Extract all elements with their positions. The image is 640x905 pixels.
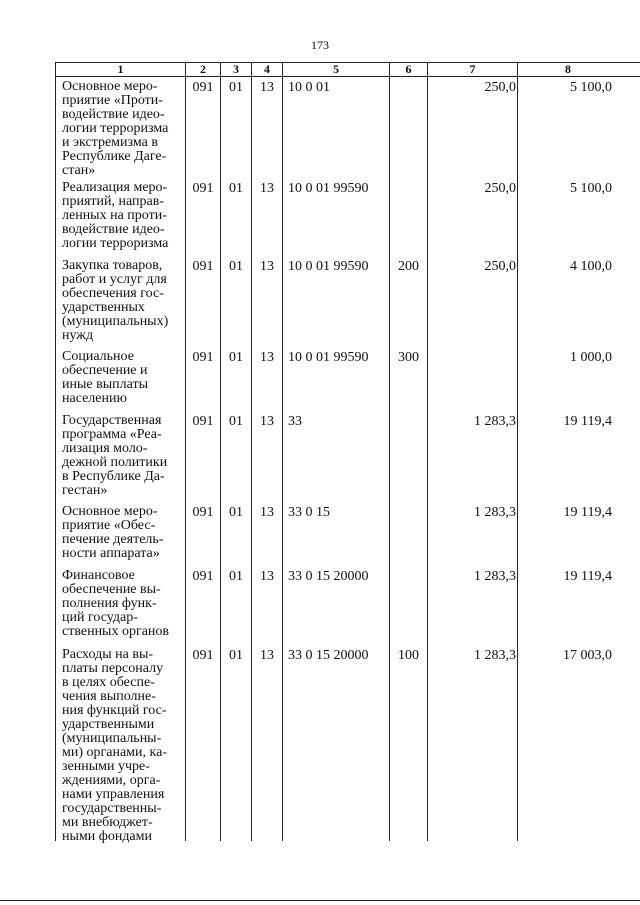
target-article: 10 0 01 99590 [288, 181, 369, 196]
amount-col8: 19 119,4 [563, 505, 612, 520]
row-name: Расходы на вы- платы персоналу в целях обеспе- чения выполне- ния функций гос- ударственными (муниципальны- ми) органами, ка- зенными учре- ждениями, орга- нами управления государственны- ми внебюджет- ными фондами [62, 647, 167, 844]
subsection-code: 13 [260, 505, 274, 520]
amount-col8: 19 119,4 [563, 414, 612, 429]
expense-type: 100 [398, 648, 419, 663]
header-cell: 5 [333, 62, 339, 76]
row-name: Основное меро- приятие «Проти- водействие идео- логии терроризма и экстремизма в Республике Даге- стан» [62, 79, 169, 178]
row-name: Закупка товаров, работ и услуг для обеспечения гос- ударственных (муниципальных) нужд [62, 258, 169, 343]
header-cell: 8 [565, 62, 571, 76]
header-cell: 2 [200, 62, 206, 76]
amount-col8: 5 100,0 [570, 181, 612, 196]
page-number: 173 [311, 38, 329, 52]
subsection-code: 13 [260, 414, 274, 429]
ministry-code: 091 [192, 569, 214, 584]
section-code: 01 [229, 80, 243, 95]
column-border [251, 62, 252, 841]
section-code: 01 [229, 505, 243, 520]
row-name: Социальное обеспечение и иные выплаты населению [62, 349, 148, 406]
amount-col8: 5 100,0 [570, 80, 612, 95]
ministry-code: 091 [192, 414, 214, 429]
row-name: Основное меро- приятие «Обес- печение деятель- ности аппарата» [62, 504, 164, 561]
amount-col7: 250,0 [484, 80, 516, 95]
ministry-code: 091 [192, 505, 214, 520]
column-border [220, 62, 221, 841]
column-border [282, 62, 283, 841]
target-article: 10 0 01 [288, 80, 330, 95]
ministry-code: 091 [192, 80, 214, 95]
subsection-code: 13 [260, 80, 274, 95]
row-name: Реализация меро- приятий, направ- ленных на проти- водействие идео- логии терроризма [62, 180, 169, 251]
ministry-code: 091 [192, 181, 214, 196]
amount-col7: 1 283,3 [474, 505, 516, 520]
target-article: 33 [288, 414, 302, 429]
section-code: 01 [229, 569, 243, 584]
row-name: Государственная программа «Реа- лизация моло- дежной политики в Республике Да- гестан» [62, 413, 168, 498]
ministry-code: 091 [192, 648, 214, 663]
column-border [389, 62, 390, 841]
page-bottom-rule [0, 900, 640, 901]
target-article: 33 0 15 20000 [288, 648, 369, 663]
section-code: 01 [229, 414, 243, 429]
column-border [517, 62, 518, 841]
expense-type: 300 [398, 350, 419, 365]
expense-type: 200 [398, 259, 419, 274]
amount-col8: 4 100,0 [570, 259, 612, 274]
header-cell: 7 [469, 62, 476, 76]
header-cell: 3 [233, 62, 239, 76]
amount-col8: 1 000,0 [570, 350, 612, 365]
amount-col7: 1 283,3 [474, 569, 516, 584]
amount-col8: 19 119,4 [563, 569, 612, 584]
row-name: Финансовое обеспечение вы- полнения функ- ций государ- ственных органов [62, 568, 170, 639]
section-code: 01 [229, 181, 243, 196]
amount-col7: 1 283,3 [474, 414, 516, 429]
subsection-code: 13 [260, 181, 274, 196]
amount-col7: 250,0 [484, 259, 516, 274]
amount-col7: 250,0 [484, 181, 516, 196]
subsection-code: 13 [260, 350, 274, 365]
amount-col7: 1 283,3 [474, 648, 516, 663]
header-bottom-border [55, 76, 640, 77]
target-article: 33 0 15 [288, 505, 330, 520]
ministry-code: 091 [192, 259, 214, 274]
amount-col8: 17 003,0 [563, 648, 612, 663]
ministry-code: 091 [192, 350, 214, 365]
column-border [427, 62, 428, 841]
header-cell: 4 [264, 62, 270, 76]
section-code: 01 [229, 350, 243, 365]
header-cell: 6 [405, 62, 412, 76]
header-cell: 1 [117, 62, 124, 76]
subsection-code: 13 [260, 259, 274, 274]
subsection-code: 13 [260, 569, 274, 584]
column-border [55, 62, 56, 841]
section-code: 01 [229, 648, 243, 663]
target-article: 33 0 15 20000 [288, 569, 369, 584]
subsection-code: 13 [260, 648, 274, 663]
section-code: 01 [229, 259, 243, 274]
target-article: 10 0 01 99590 [288, 259, 369, 274]
target-article: 10 0 01 99590 [288, 350, 369, 365]
